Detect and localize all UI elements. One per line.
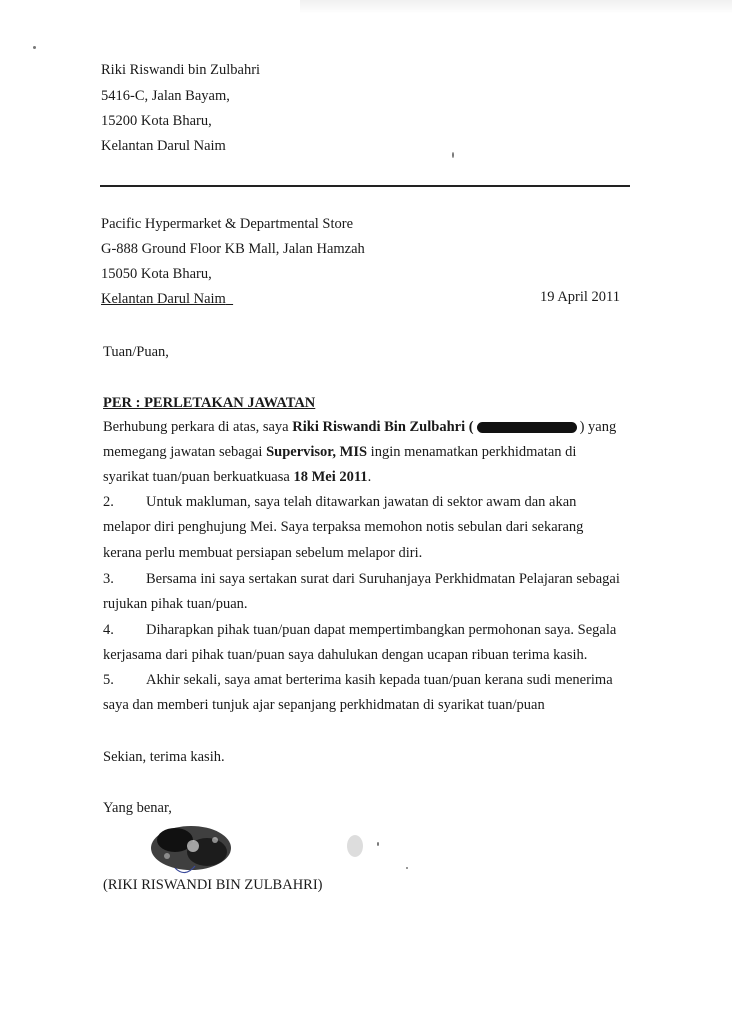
recipient-address-line: Kelantan Darul Naim xyxy=(101,291,226,307)
paragraph-2-line: melapor diri penghujung Mei. Saya terpaksa memohon notis sebulan dari sekarang xyxy=(103,519,584,535)
sender-name: Riki Riswandi bin Zulbahri xyxy=(101,62,261,78)
scan-speck xyxy=(406,867,408,869)
sender-address-line: 5416-C, Jalan Bayam, xyxy=(101,88,230,104)
paragraph-5-line: saya dan memberi tunjuk ajar sepanjang perkhidmatan di syarikat tuan/puan xyxy=(103,697,545,713)
letter-date: 19 April 2011 xyxy=(540,289,621,305)
paragraph-5-line: 5. Akhir sekali, saya amat berterima kasih kepada tuan/puan kerana sudi menerima xyxy=(103,672,613,688)
paragraph-1-line: Berhubung perkara di atas, saya Riki Riswandi Bin Zulbahri ( ) yang xyxy=(103,419,617,435)
paragraph-3-line: 3. Bersama ini saya sertakan surat dari Suruhanjaya Perkhidmatan Pelajaran sebagai xyxy=(103,571,620,587)
recipient-address-line: G-888 Ground Floor KB Mall, Jalan Hamzah xyxy=(101,241,365,257)
scan-shadow xyxy=(300,0,732,14)
sign-off: Yang benar, xyxy=(103,800,172,816)
salutation: Tuan/Puan, xyxy=(103,344,169,360)
sender-address-line: 15200 Kota Bharu, xyxy=(101,113,212,129)
subject-line: PER : PERLETAKAN JAWATAN xyxy=(103,395,316,411)
header-divider xyxy=(100,185,630,187)
signature-scribble xyxy=(145,818,241,876)
paragraph-2-line: kerana perlu membuat persiapan sebelum melapor diri. xyxy=(103,545,423,561)
redaction-mark xyxy=(477,422,577,433)
scan-smudge xyxy=(344,832,366,860)
sender-address-line: Kelantan Darul Naim xyxy=(101,138,226,154)
paragraph-4-line: kerjasama dari pihak tuan/puan saya dahulukan dengan ucapan ribuan terima kasih. xyxy=(103,647,588,663)
signature-name: (RIKI RISWANDI BIN ZULBAHRI) xyxy=(103,877,323,893)
scan-speck xyxy=(33,46,36,49)
recipient-name: Pacific Hypermarket & Departmental Store xyxy=(101,216,354,232)
paragraph-3-line: rujukan pihak tuan/puan. xyxy=(103,596,248,612)
paragraph-4-line: 4. Diharapkan pihak tuan/puan dapat mempertimbangkan permohonan saya. Segala xyxy=(103,622,617,638)
paragraph-2-line: 2. Untuk makluman, saya telah ditawarkan jawatan di sektor awam dan akan xyxy=(103,494,577,510)
closing-line: Sekian, terima kasih. xyxy=(103,749,225,765)
paragraph-1-line: syarikat tuan/puan berkuatkuasa 18 Mei 2011. xyxy=(103,469,372,485)
recipient-address-line: 15050 Kota Bharu, xyxy=(101,266,212,282)
scan-speck xyxy=(377,842,379,846)
scan-speck xyxy=(452,152,454,158)
paragraph-1-line: memegang jawatan sebagai Supervisor, MIS ingin menamatkan perkhidmatan di xyxy=(103,444,577,460)
